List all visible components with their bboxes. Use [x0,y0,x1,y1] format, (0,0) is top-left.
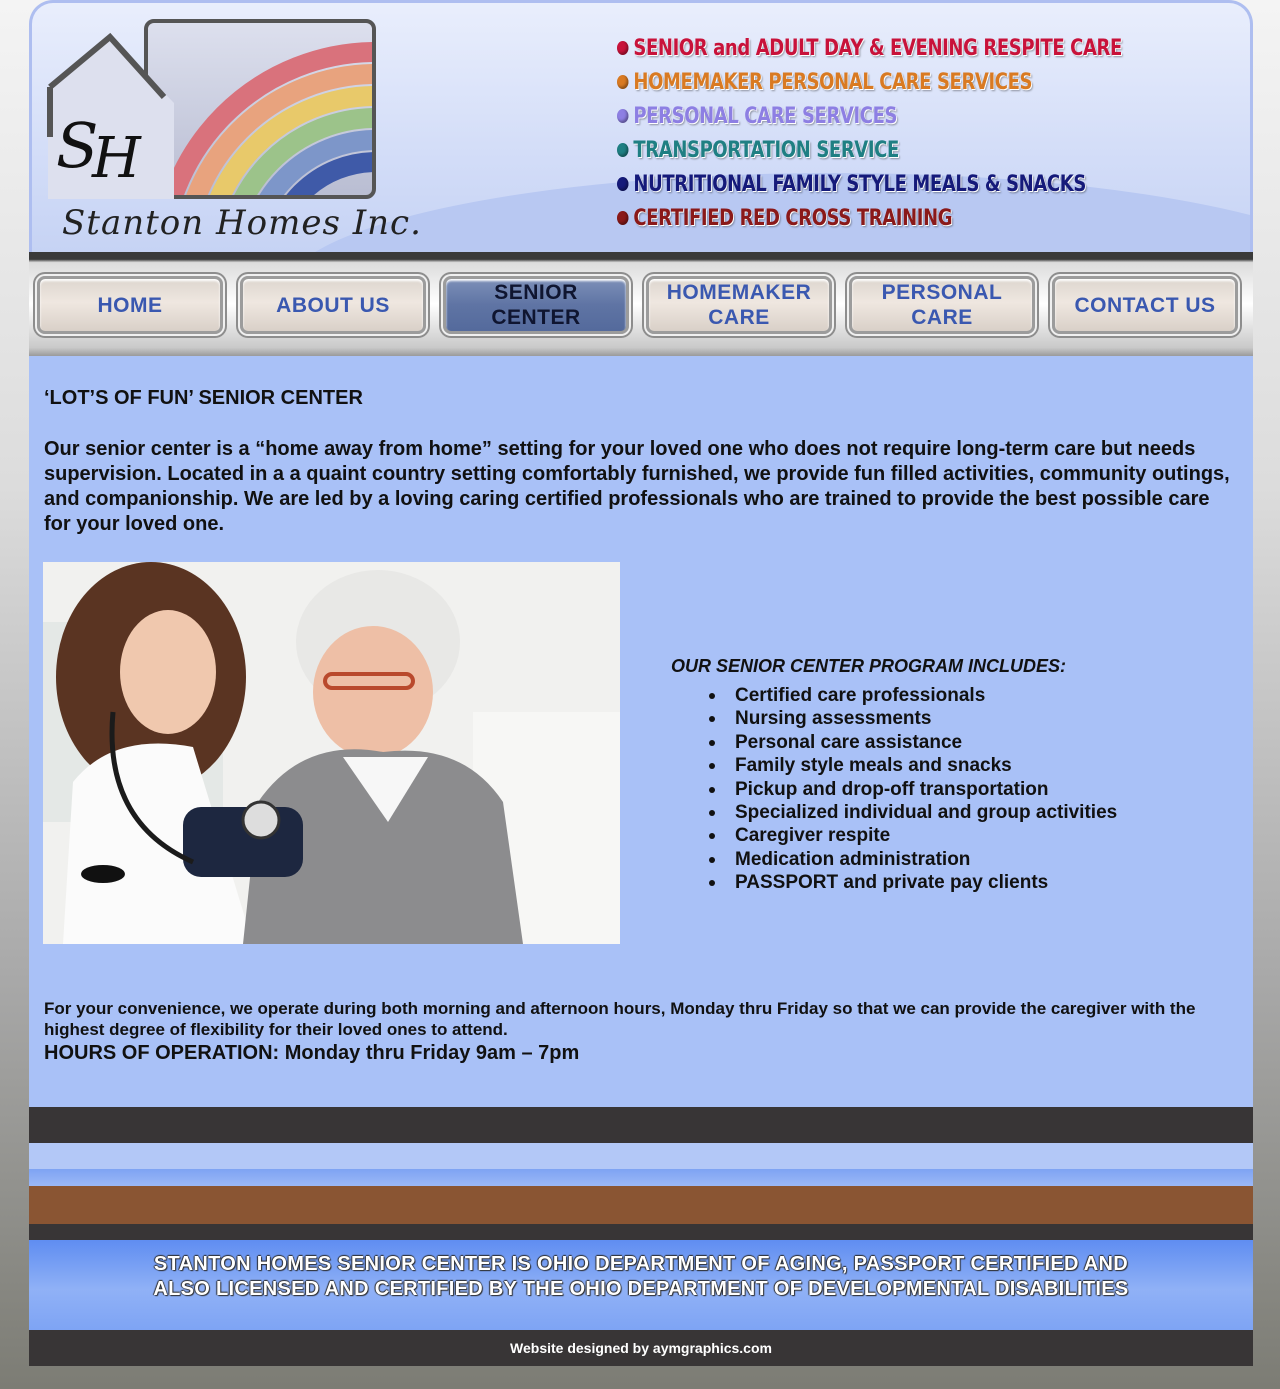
bullet-icon [617,177,628,191]
logo-name: Stanton Homes Inc. [62,203,422,243]
intro-paragraph: Our senior center is a “home away from home” setting for your loved one who does not require long-term care but needs supervision. Located in a a quaint country setting comfortably furnished, we provide fun filled activities, community outings, and companionship. We are led by a loving caring certified professionals who are trained to provide the best possible care for your loved one. [44,438,1230,535]
photo-illustration [43,562,620,944]
bullet-icon [617,41,628,55]
list-item: Medication administration [735,848,1117,871]
service-label: NUTRITIONAL FAMILY STYLE MEALS & SNACKS [633,171,1086,197]
hours-value: Monday thru Friday 9am – 7pm [279,1042,580,1064]
list-item: PASSPORT and private pay clients [735,871,1117,894]
footer-credit [29,1330,1253,1366]
site-header [29,0,1253,252]
nav-label: PERSONAL [881,281,1003,304]
nav-contact-us[interactable] [1052,276,1238,334]
nav-label: HOME [97,293,163,317]
main-content [29,356,1253,1107]
credit-prefix: Website designed by [510,1340,653,1356]
list-item: Caregiver respite [735,824,1117,847]
list-item: Family style meals and snacks [735,754,1117,777]
nav-label: CONTACT US [1074,293,1216,317]
designer-link[interactable]: aymgraphics.com [652,1340,772,1356]
nav-label: ABOUT US [276,293,390,317]
nav-label: CARE [708,306,770,329]
bullet-icon [617,211,628,225]
certification-line: ALSO LICENSED AND CERTIFIED BY THE OHIO DEPARTMENT OF DEVELOPMENTAL DISABILITIES [153,1278,1129,1300]
service-label: HOMEMAKER PERSONAL CARE SERVICES [633,69,1033,95]
svg-text:H: H [92,126,141,191]
logo-rainbow-house-icon [46,17,376,199]
certification-banner [29,1240,1253,1330]
hours-label: HOURS OF OPERATION: [44,1042,280,1064]
list-item: Certified care professionals [735,684,1117,707]
nav-label: SENIOR [494,281,578,304]
program-list [735,684,1117,895]
list-item: Nursing assessments [735,707,1117,730]
service-item [617,65,1125,99]
page-title: ‘LOT’S OF FUN’ SENIOR CENTER [44,387,363,409]
footer-stripe-dark-2 [29,1224,1253,1240]
bullet-icon [617,143,628,157]
footer-stripe-blue [29,1169,1253,1186]
services-list [617,31,1237,235]
nav-personal-care[interactable] [849,276,1035,334]
nav-senior-center[interactable] [443,276,629,334]
service-label: CERTIFIED RED CROSS TRAINING [633,205,953,231]
page [29,0,1253,1389]
convenience-paragraph: For your convenience, we operate during both morning and afternoon hours, Monday thru Friday so that we can provide the caregiver with the highest degree of flexibility for their loved ones to attend. [44,999,1196,1039]
nurse-and-senior-photo [43,562,620,944]
service-label: PERSONAL CARE SERVICES [633,103,898,129]
logo[interactable] [46,17,376,199]
service-item [617,31,1125,65]
hours-of-operation [44,1042,579,1065]
certification-line: STANTON HOMES SENIOR CENTER IS OHIO DEPARTMENT OF AGING, PASSPORT CERTIFIED AND [153,1253,1129,1275]
list-item: Pickup and drop-off transportation [735,778,1117,801]
bullet-icon [617,109,628,123]
footer-stripe-brown [29,1186,1253,1224]
program-heading: OUR SENIOR CENTER PROGRAM INCLUDES: [671,656,1067,676]
service-label: TRANSPORTATION SERVICE [633,137,899,163]
list-item: Personal care assistance [735,731,1117,754]
nav-home[interactable] [37,276,223,334]
list-item: Specialized individual and group activities [735,802,1118,824]
nav-label: CARE [911,306,973,329]
nav-about-us[interactable] [240,276,426,334]
nav-label: CENTER [491,306,581,329]
main-nav [29,252,1253,356]
service-item [617,201,1125,235]
bullet-icon [617,75,628,89]
service-label: SENIOR and ADULT DAY & EVENING RESPITE CARE [633,35,1122,61]
service-item [617,167,1125,201]
footer-stripe-light-blue [29,1143,1253,1169]
service-item [617,99,1125,133]
service-item [617,133,1125,167]
footer-stripe-dark [29,1107,1253,1143]
nav-homemaker-care[interactable] [646,276,832,334]
logo-monogram: S [56,109,99,182]
nav-label: HOMEMAKER [666,281,812,304]
